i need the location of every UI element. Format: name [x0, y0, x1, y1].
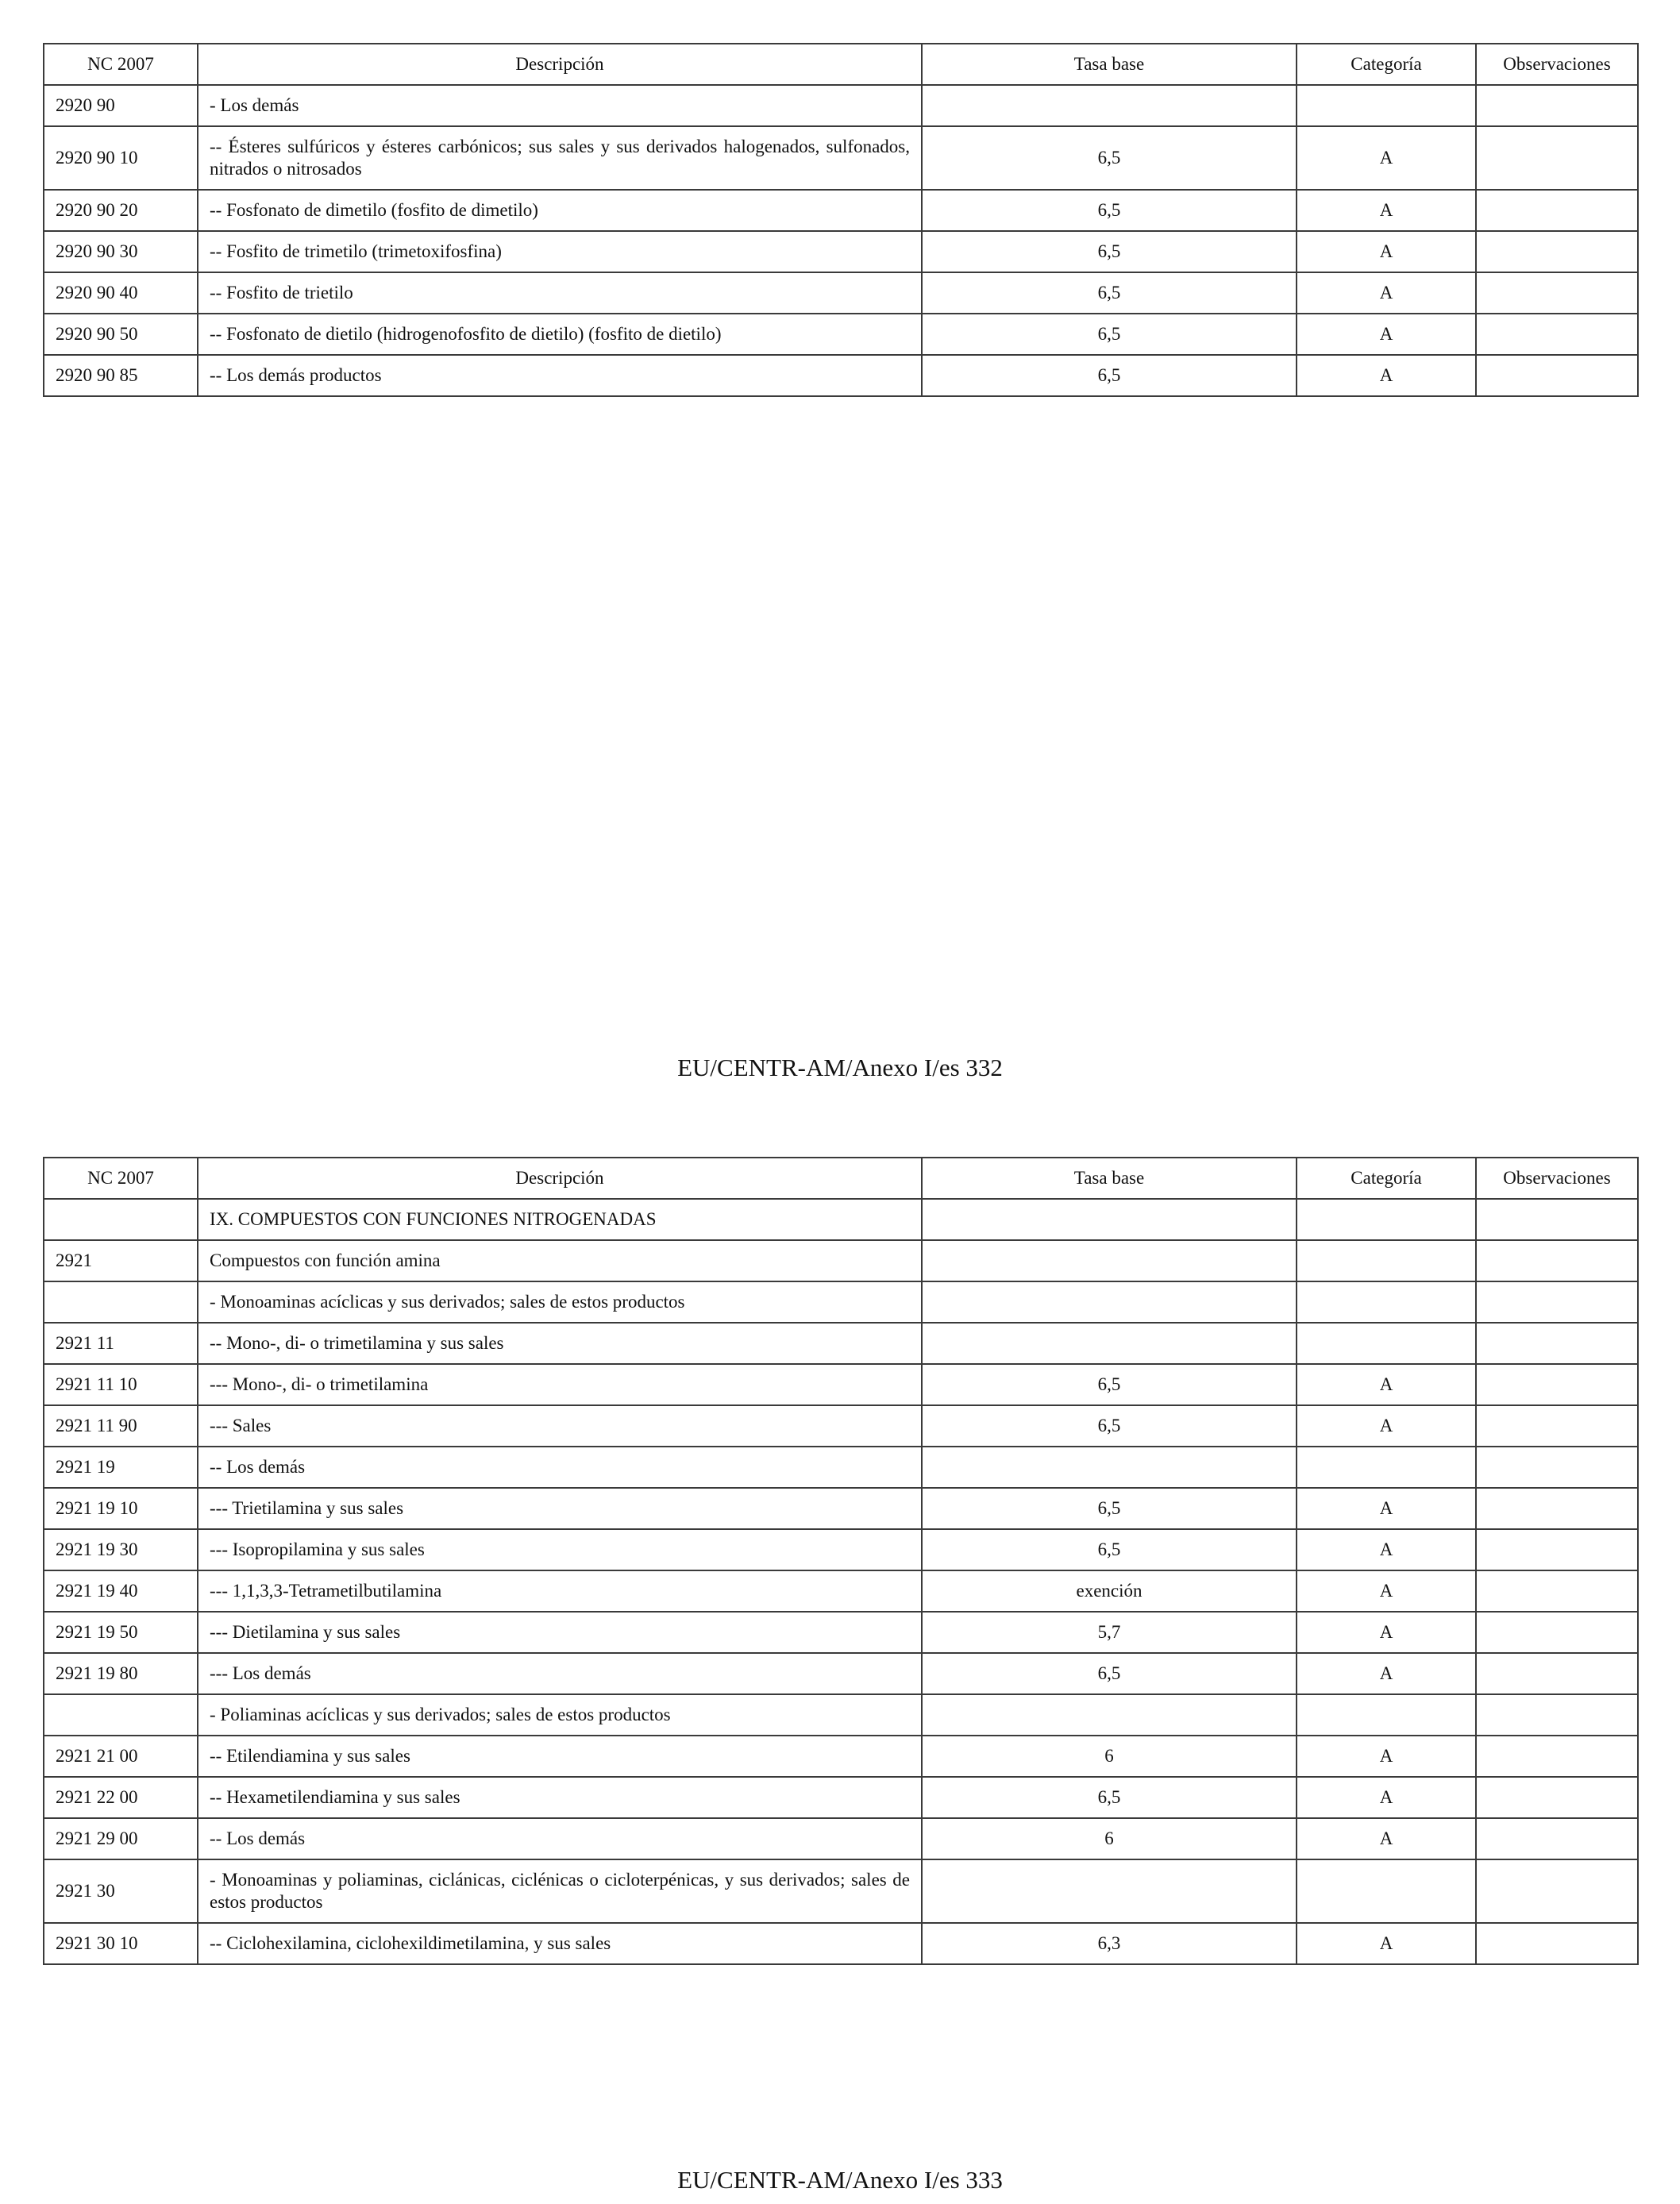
cell-code: 2920 90 30 [44, 231, 198, 272]
cell-remarks [1476, 1694, 1638, 1736]
cell-description: -- Mono-, di- o trimetilamina y sus sales [198, 1323, 922, 1364]
table-row [44, 1923, 1638, 1964]
table-row [44, 1323, 1638, 1364]
cell-code: 2920 90 40 [44, 272, 198, 314]
cell-base-rate: 6,5 [922, 231, 1297, 272]
cell-category: A [1297, 1570, 1476, 1612]
table-header-row [44, 44, 1638, 85]
table-row [44, 272, 1638, 314]
header-tasa-base: Tasa base [922, 1158, 1297, 1199]
cell-remarks [1476, 1281, 1638, 1323]
table-row [44, 314, 1638, 355]
table-row [44, 1447, 1638, 1488]
cell-category [1297, 1199, 1476, 1240]
table-row [44, 85, 1638, 126]
cell-description: --- Dietilamina y sus sales [198, 1612, 922, 1653]
cell-code: 2921 22 00 [44, 1777, 198, 1818]
cell-code: 2921 19 [44, 1447, 198, 1488]
cell-remarks [1476, 272, 1638, 314]
cell-code: 2921 19 30 [44, 1529, 198, 1570]
table-row [44, 1364, 1638, 1405]
cell-base-rate: 6,5 [922, 272, 1297, 314]
cell-code: 2921 19 40 [44, 1570, 198, 1612]
cell-code: 2921 [44, 1240, 198, 1281]
cell-base-rate: 5,7 [922, 1612, 1297, 1653]
table-row [44, 1240, 1638, 1281]
table-row [44, 1570, 1638, 1612]
cell-code: 2921 30 [44, 1859, 198, 1923]
header-nc-2007: NC 2007 [44, 1158, 198, 1199]
cell-remarks [1476, 1736, 1638, 1777]
cell-description: -- Fosfito de trimetilo (trimetoxifosfina) [198, 231, 922, 272]
cell-base-rate [922, 1859, 1297, 1923]
cell-remarks [1476, 1199, 1638, 1240]
table-row [44, 1736, 1638, 1777]
cell-remarks [1476, 231, 1638, 272]
header-nc-2007: NC 2007 [44, 44, 198, 85]
cell-description: -- Los demás productos [198, 355, 922, 396]
cell-base-rate: 6,5 [922, 314, 1297, 355]
table-row [44, 1777, 1638, 1818]
cell-category [1297, 1694, 1476, 1736]
cell-description: -- Ésteres sulfúricos y ésteres carbónicos; sus sales y sus derivados halogenados, sulfonados, nitrados o nitrosados [198, 126, 922, 190]
cell-description: --- 1,1,3,3-Tetrametilbutilamina [198, 1570, 922, 1612]
cell-remarks [1476, 1488, 1638, 1529]
header-categoria: Categoría [1297, 44, 1476, 85]
cell-code: 2920 90 20 [44, 190, 198, 231]
cell-description: --- Isopropilamina y sus sales [198, 1529, 922, 1570]
cell-category: A [1297, 1818, 1476, 1859]
cell-description: -- Fosfonato de dietilo (hidrogenofosfito de dietilo) (fosfito de dietilo) [198, 314, 922, 355]
cell-base-rate [922, 1694, 1297, 1736]
cell-category: A [1297, 355, 1476, 396]
cell-base-rate: 6,5 [922, 1653, 1297, 1694]
table-row [44, 1199, 1638, 1240]
cell-base-rate: exención [922, 1570, 1297, 1612]
cell-remarks [1476, 1323, 1638, 1364]
header-observaciones: Observaciones [1476, 44, 1638, 85]
cell-remarks [1476, 1859, 1638, 1923]
tariff-table-page-332 [43, 43, 1639, 397]
table-row [44, 1859, 1638, 1923]
cell-base-rate: 6 [922, 1736, 1297, 1777]
table-row [44, 1612, 1638, 1653]
cell-category [1297, 1859, 1476, 1923]
cell-remarks [1476, 1240, 1638, 1281]
cell-remarks [1476, 1777, 1638, 1818]
table-row [44, 1281, 1638, 1323]
cell-description: -- Los demás [198, 1818, 922, 1859]
cell-base-rate [922, 1240, 1297, 1281]
cell-code: 2920 90 [44, 85, 198, 126]
table-row [44, 1529, 1638, 1570]
cell-category [1297, 1447, 1476, 1488]
cell-base-rate: 6 [922, 1818, 1297, 1859]
cell-category: A [1297, 1405, 1476, 1447]
cell-remarks [1476, 355, 1638, 396]
table-row [44, 1488, 1638, 1529]
cell-base-rate: 6,5 [922, 126, 1297, 190]
cell-code: 2921 11 [44, 1323, 198, 1364]
cell-remarks [1476, 1653, 1638, 1694]
cell-category: A [1297, 1736, 1476, 1777]
cell-remarks [1476, 190, 1638, 231]
cell-remarks [1476, 1612, 1638, 1653]
cell-remarks [1476, 126, 1638, 190]
cell-base-rate [922, 1199, 1297, 1240]
header-categoria: Categoría [1297, 1158, 1476, 1199]
cell-category: A [1297, 272, 1476, 314]
cell-category: A [1297, 1923, 1476, 1964]
cell-code: 2921 19 10 [44, 1488, 198, 1529]
cell-remarks [1476, 1405, 1638, 1447]
cell-code [44, 1281, 198, 1323]
cell-category [1297, 1323, 1476, 1364]
cell-description: -- Fosfito de trietilo [198, 272, 922, 314]
cell-description: -- Hexametilendiamina y sus sales [198, 1777, 922, 1818]
page-footer-333: EU/CENTR-AM/Anexo I/es 333 [677, 2166, 1003, 2194]
cell-description: -- Ciclohexilamina, ciclohexildimetilamina, y sus sales [198, 1923, 922, 1964]
cell-description: --- Mono-, di- o trimetilamina [198, 1364, 922, 1405]
table-row [44, 231, 1638, 272]
cell-remarks [1476, 1447, 1638, 1488]
cell-description: - Monoaminas y poliaminas, ciclánicas, ciclénicas o cicloterpénicas, y sus derivados; sales de estos productos [198, 1859, 922, 1923]
cell-base-rate: 6,5 [922, 190, 1297, 231]
table-row [44, 1653, 1638, 1694]
cell-description: - Monoaminas acíclicas y sus derivados; sales de estos productos [198, 1281, 922, 1323]
cell-code [44, 1694, 198, 1736]
cell-description: -- Los demás [198, 1447, 922, 1488]
tariff-table-page-333 [43, 1157, 1639, 1965]
cell-description: -- Etilendiamina y sus sales [198, 1736, 922, 1777]
cell-remarks [1476, 1818, 1638, 1859]
cell-category [1297, 1240, 1476, 1281]
cell-code: 2921 11 10 [44, 1364, 198, 1405]
cell-base-rate: 6,5 [922, 1405, 1297, 1447]
cell-base-rate: 6,5 [922, 355, 1297, 396]
cell-base-rate: 6,5 [922, 1777, 1297, 1818]
cell-remarks [1476, 1529, 1638, 1570]
cell-base-rate: 6,5 [922, 1529, 1297, 1570]
cell-code: 2920 90 50 [44, 314, 198, 355]
table-row [44, 1405, 1638, 1447]
cell-code: 2921 29 00 [44, 1818, 198, 1859]
table-row [44, 355, 1638, 396]
cell-category: A [1297, 314, 1476, 355]
cell-remarks [1476, 314, 1638, 355]
table-row [44, 1818, 1638, 1859]
cell-code: 2920 90 10 [44, 126, 198, 190]
cell-remarks [1476, 85, 1638, 126]
cell-code: 2921 21 00 [44, 1736, 198, 1777]
cell-description: --- Los demás [198, 1653, 922, 1694]
cell-description: --- Trietilamina y sus sales [198, 1488, 922, 1529]
cell-remarks [1476, 1570, 1638, 1612]
cell-base-rate: 6,5 [922, 1488, 1297, 1529]
cell-category [1297, 85, 1476, 126]
cell-base-rate [922, 85, 1297, 126]
cell-base-rate [922, 1281, 1297, 1323]
cell-description: -- Fosfonato de dimetilo (fosfito de dimetilo) [198, 190, 922, 231]
cell-category: A [1297, 1488, 1476, 1529]
cell-remarks [1476, 1923, 1638, 1964]
cell-category: A [1297, 1364, 1476, 1405]
table-header-row [44, 1158, 1638, 1199]
cell-category: A [1297, 1529, 1476, 1570]
cell-code: 2921 11 90 [44, 1405, 198, 1447]
cell-description: - Poliaminas acíclicas y sus derivados; sales de estos productos [198, 1694, 922, 1736]
cell-category: A [1297, 231, 1476, 272]
cell-base-rate [922, 1447, 1297, 1488]
header-observaciones: Observaciones [1476, 1158, 1638, 1199]
cell-code [44, 1199, 198, 1240]
cell-code: 2921 19 50 [44, 1612, 198, 1653]
table-row [44, 1694, 1638, 1736]
cell-category: A [1297, 1777, 1476, 1818]
cell-category: A [1297, 1612, 1476, 1653]
page-footer-332: EU/CENTR-AM/Anexo I/es 332 [677, 1054, 1003, 1081]
table-row [44, 190, 1638, 231]
cell-category: A [1297, 126, 1476, 190]
header-descripcion: Descripción [198, 44, 922, 85]
cell-base-rate [922, 1323, 1297, 1364]
cell-base-rate: 6,5 [922, 1364, 1297, 1405]
header-tasa-base: Tasa base [922, 44, 1297, 85]
cell-description: - Los demás [198, 85, 922, 126]
table-row [44, 126, 1638, 190]
cell-code: 2921 19 80 [44, 1653, 198, 1694]
cell-category: A [1297, 190, 1476, 231]
cell-description: Compuestos con función amina [198, 1240, 922, 1281]
cell-code: 2921 30 10 [44, 1923, 198, 1964]
cell-description: --- Sales [198, 1405, 922, 1447]
cell-remarks [1476, 1364, 1638, 1405]
cell-base-rate: 6,3 [922, 1923, 1297, 1964]
cell-code: 2920 90 85 [44, 355, 198, 396]
cell-category: A [1297, 1653, 1476, 1694]
header-descripcion: Descripción [198, 1158, 922, 1199]
cell-description: IX. COMPUESTOS CON FUNCIONES NITROGENADAS [198, 1199, 922, 1240]
cell-category [1297, 1281, 1476, 1323]
